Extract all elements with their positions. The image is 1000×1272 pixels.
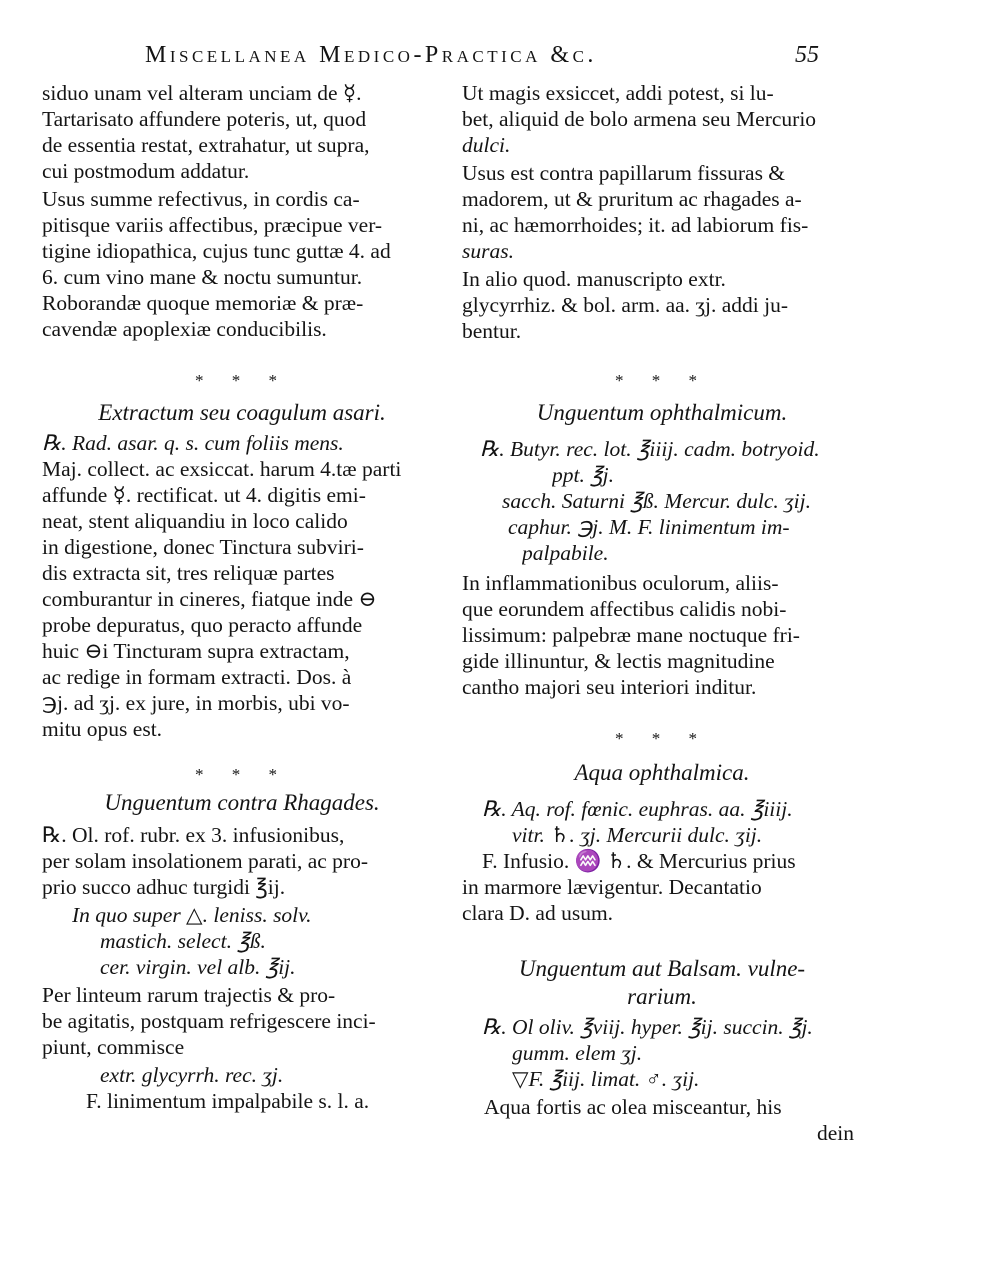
- section-heading: Aqua ophthalmica.: [574, 760, 750, 785]
- text-line: Tartarisato affundere poteris, ut, quod: [42, 107, 367, 131]
- catchword: dein: [817, 1121, 855, 1145]
- text-line: lissimum: palpebræ mane noctuque fri-: [462, 623, 800, 647]
- text-line: ℈j. ad ʒj. ex jure, in morbis, ubi vo-: [42, 691, 350, 715]
- text-line: 6. cum vino mane & noctu sumuntur.: [42, 265, 363, 289]
- text-line: Per linteum rarum trajectis & pro-: [42, 983, 336, 1007]
- text-line: piunt, commisce: [42, 1035, 185, 1059]
- text-line: Maj. collect. ac exsiccat. harum 4.tæ parti: [42, 457, 402, 481]
- text-line: cavendæ apoplexiæ conducibilis.: [42, 317, 327, 341]
- running-title: Miscellanea Medico-Practica &c.: [145, 42, 597, 68]
- text-line: dis extracta sit, tres reliquæ partes: [42, 561, 335, 585]
- text-line: mastich. select. ℥ß.: [100, 929, 266, 953]
- text-line: clara D. ad usum.: [462, 901, 614, 925]
- section-heading: Unguentum contra Rhagades.: [104, 790, 380, 815]
- text-line: ℞. Butyr. rec. lot. ℥iiij. cadm. botryoid.: [480, 437, 820, 461]
- text-line: de essentia restat, extrahatur, ut supra,: [42, 133, 370, 157]
- text-line: Ut magis exsiccet, addi potest, si lu-: [462, 81, 774, 105]
- text-line: per solam insolationem parati, ac pro-: [42, 849, 368, 873]
- text-line: suras.: [462, 239, 514, 263]
- text-line: ℞. Aq. rof. fœnic. euphras. aa. ℥iiij.: [482, 797, 793, 821]
- asterism: * * *: [195, 765, 289, 784]
- text-line: F. Infusio. ♒ ♄. & Mercurius prius: [482, 849, 796, 873]
- asterism: * * *: [195, 371, 289, 390]
- text-line: cer. virgin. vel alb. ℥ij.: [100, 955, 296, 979]
- text-line: neat, stent aliquandiu in loco calido: [42, 509, 348, 533]
- text-line: palpabile.: [522, 541, 609, 565]
- section-heading: rarium.: [627, 984, 697, 1009]
- text-line: cui postmodum addatur.: [42, 159, 250, 183]
- text-line: extr. glycyrrh. rec. ʒj.: [100, 1063, 284, 1087]
- text-line: Usus est contra papillarum fissuras &: [462, 161, 786, 185]
- text-line: Roborandæ quoque memoriæ & præ-: [42, 291, 364, 315]
- text-line: bentur.: [462, 319, 522, 343]
- text-line: probe depuratus, quo peracto affunde: [42, 613, 363, 637]
- text-line: Aqua fortis ac olea misceantur, his: [484, 1095, 782, 1119]
- text-line: gide illinuntur, & lectis magnitudine: [462, 649, 775, 673]
- text-line: ▽F. ℥iij. limat. ♂. ʒij.: [512, 1067, 700, 1091]
- text-line: sacch. Saturni ℥ß. Mercur. dulc. ʒij.: [502, 489, 811, 513]
- section-heading: Unguentum ophthalmicum.: [536, 400, 788, 425]
- text-line: glycyrrhiz. & bol. arm. aa. ʒj. addi ju-: [462, 293, 788, 317]
- text-line: cantho majori seu interiori inditur.: [462, 675, 757, 699]
- text-line: gumm. elem ʒj.: [512, 1041, 643, 1065]
- text-line: madorem, ut & pruritum ac rhagades a-: [462, 187, 802, 211]
- text-line: In inflammationibus oculorum, aliis-: [462, 571, 779, 595]
- asterism: * * *: [615, 729, 709, 748]
- text-line: huic ⊖i Tincturam supra extractam,: [42, 639, 350, 663]
- text-line: F. linimentum impalpabile s. l. a.: [86, 1089, 370, 1113]
- text-line: vitr. ♄. ʒj. Mercurii dulc. ʒij.: [512, 823, 763, 847]
- text-line: in marmore lævigentur. Decantatio: [462, 875, 762, 899]
- text-line: in digestione, donec Tinctura subviri-: [42, 535, 364, 559]
- text-line: In quo super △. leniss. solv.: [72, 903, 312, 927]
- page-number: 55: [795, 42, 819, 68]
- section-heading: Unguentum aut Balsam. vulne-: [518, 956, 806, 981]
- text-line: be agitatis, postquam refrigescere inci-: [42, 1009, 376, 1033]
- running-head: [145, 42, 845, 82]
- text-line: dulci.: [462, 133, 511, 157]
- text-line: pitisque variis affectibus, præcipue ver-: [42, 213, 383, 237]
- text-line: ℞. Ol oliv. ℥viij. hyper. ℥ij. succin. ℥j.: [482, 1015, 813, 1039]
- text-line: comburantur in cineres, fiatque inde ⊖: [42, 587, 377, 611]
- text-line: ppt. ℥j.: [552, 463, 614, 487]
- text-line: caphur. ℈j. M. F. linimentum im-: [508, 515, 790, 539]
- text-line: In alio quod. manuscripto extr.: [462, 267, 726, 291]
- text-line: tigine idiopathica, cujus tunc guttæ 4. ad: [42, 239, 391, 263]
- text-line: prio succo adhuc turgidi ℥ij.: [42, 875, 286, 899]
- text-line: bet, aliquid de bolo armena seu Mercurio: [462, 107, 817, 131]
- text-line: ac redige in formam extracti. Dos. à: [42, 665, 352, 689]
- text-line: que eorundem affectibus calidis nobi-: [462, 597, 787, 621]
- text-line: ni, ac hæmorrhoides; it. ad labiorum fis-: [462, 213, 809, 237]
- section-heading: Extractum seu coagulum asari.: [98, 400, 386, 425]
- asterism: * * *: [615, 371, 709, 390]
- text-line: siduo unam vel alteram unciam de ☿.: [42, 81, 362, 105]
- text-line: mitu opus est.: [42, 717, 163, 741]
- text-line: ℞. Rad. asar. q. s. cum foliis mens.: [42, 431, 344, 455]
- text-line: affunde ☿. rectificat. ut 4. digitis emi-: [42, 483, 366, 507]
- text-line: ℞. Ol. rof. rubr. ex 3. infusionibus,: [42, 823, 345, 847]
- text-line: Usus summe refectivus, in cordis ca-: [42, 187, 360, 211]
